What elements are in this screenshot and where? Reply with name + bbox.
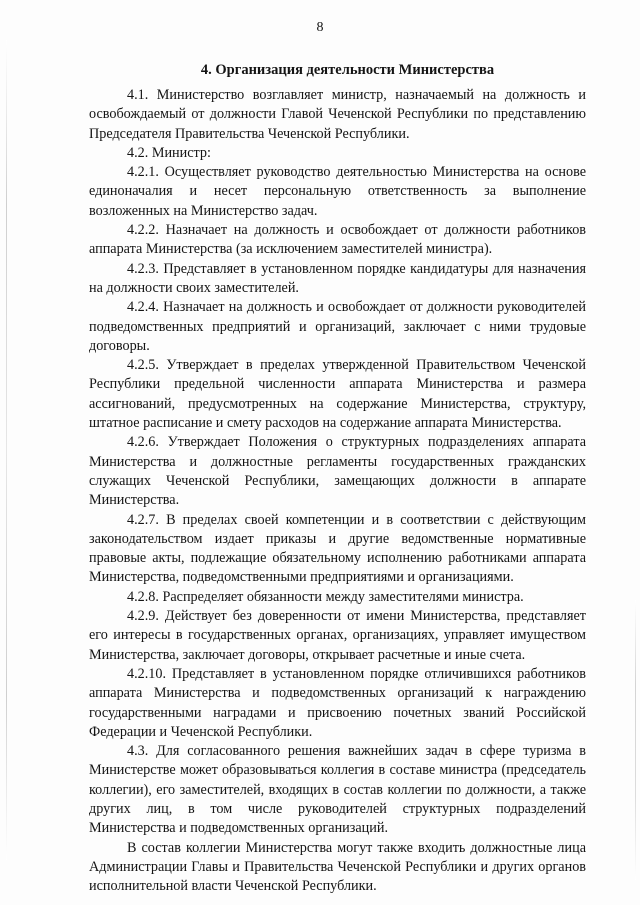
paragraph-4-3: 4.3. Для согласованного решения важнейших задач в сфере туризма в Министерстве может образовываться коллегия в составе министра (председатель коллегии), его заместителей, входящих в состав коллегии по должности, а также других лиц, в том числе руководителей структурных подразделений Министерства и подведомственных организаций. xyxy=(89,743,586,837)
page-number: 8 xyxy=(316,20,324,35)
paragraph-4-2-1: 4.2.1. Осуществляет руководство деятельностью Министерства на основе единоначалия и несет персональную ответственность за выполнение возложенных на Министерство задач. xyxy=(89,164,586,219)
paragraph-4-2-9: 4.2.9. Действует без доверенности от имени Министерства, представляет его интересы в государственных органах, организациях, управляет имуществом Министерства, заключает договоры, открывает расчетные и иные счета. xyxy=(89,608,586,663)
document-body xyxy=(89,60,586,896)
scan-edge-right xyxy=(635,600,636,880)
paragraph-4-2-2: 4.2.2. Назначает на должность и освобождает от должности работников аппарата Министерства (за исключением заместителей министра). xyxy=(89,222,586,258)
paragraph-board-composition: В состав коллегии Министерства могут также входить должностные лица Администрации Главы и Правительства Чеченской Республики и других органов исполнительной власти Чеченской Республики. xyxy=(89,839,586,895)
paragraph-4-2-5: 4.2.5. Утверждает в пределах утвержденной Правительством Чеченской Республики предельной численности аппарата Министерства и размера ассигнований, предусмотренных на содержание Министерства, структуру, штатное расписание и смету расходов на содержание аппарата Министерства. xyxy=(89,357,586,432)
paragraph-4-2-7: 4.2.7. В пределах своей компетенции и в соответствии с действующим законодательством издает приказы и другие ведомственные нормативные правовые акты, подлежащие обязательному исполнению работниками аппарата Министерства, подведомственными предприятиями и организациями. xyxy=(89,511,586,586)
scan-edge-left xyxy=(6,40,7,860)
paragraph-4-2-10: 4.2.10. Представляет в установленном порядке отличившихся работников аппарата Министерства и подведомственных организаций к награждению государственными наградами и присвоению почетных званий Российской Федерации и Чеченской Республики. xyxy=(89,665,586,740)
paragraph-4-1: 4.1. Министерство возглавляет министр, назначаемый на должность и освобождаемый от должности Главой Чеченской Республики по представлению Председателя Правительства Чеченской Республики. xyxy=(89,87,586,142)
paragraph-4-2-6: 4.2.6. Утверждает Положения о структурных подразделениях аппарата Министерства и должностные регламенты государственных гражданских служащих Чеченской Республики, замещающих должности в аппарате Министерства. xyxy=(89,434,586,509)
paragraph-4-2-8: 4.2.8. Распределяет обязанности между заместителями министра. xyxy=(127,588,524,605)
paragraph-4-2-3: 4.2.3. Представляет в установленном порядке кандидатуры для назначения на должности своих заместителей. xyxy=(89,260,586,296)
section-heading: 4. Организация деятельности Министерства xyxy=(200,62,495,78)
paragraph-4-2-4: 4.2.4. Назначает на должность и освобождает от должности руководителей подведомственных предприятий и организаций, заключает с ними трудовые договоры. xyxy=(89,299,586,354)
paragraph-4-2: 4.2. Министр: xyxy=(127,144,211,161)
